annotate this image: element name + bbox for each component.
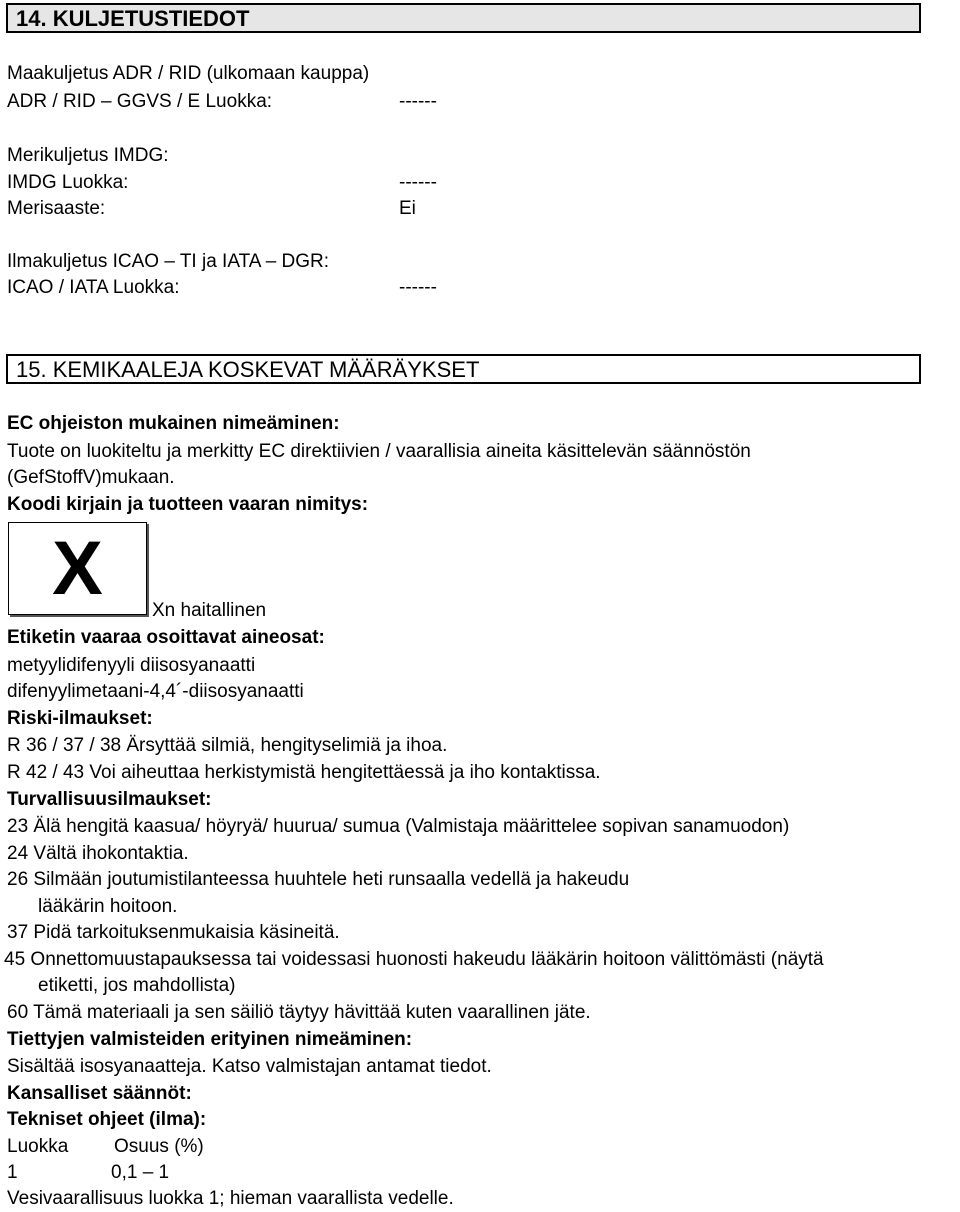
marine-pollutant-value: Ei [399,198,416,219]
road-class-value: ------ [399,91,437,112]
safety-phrase-26-line-1: 26 Silmään joutumistilanteessa huuhtele heti runsaalla vedellä ja hakeudu [7,869,630,890]
special-designation-heading: Tiettyjen valmisteiden erityinen nimeäminen: [7,1029,413,1050]
table-cell-class: 1 [7,1162,18,1183]
national-rules-heading: Kansalliset säännöt: [7,1083,192,1104]
ec-heading: EC ohjeiston mukainen nimeäminen: [7,413,340,434]
hazard-caption: Xn haitallinen [152,600,267,621]
safety-phrase-23: 23 Älä hengitä kaasua/ höyryä/ huurua/ sumua (Valmistaja määrittelee sopivan sanamuodon) [7,816,790,837]
hazard-symbol [8,522,147,615]
safety-phrase-37: 37 Pidä tarkoituksenmukaisia käsineitä. [7,922,340,943]
risk-phrase-1: R 36 / 37 / 38 Ärsyttää silmiä, hengityselimiä ja ihoa. [7,735,448,756]
section-14-header: 14. KULJETUSTIEDOT [6,3,921,33]
marine-pollutant-label: Merisaaste: [7,198,106,219]
table-cell-share: 0,1 – 1 [111,1162,170,1183]
ec-text-line-2: (GefStoffV)mukaan. [7,467,175,488]
hazard-x-icon: X [52,525,103,611]
risk-phrases-heading: Riski-ilmaukset: [7,708,153,729]
safety-phrases-heading: Turvallisuusilmaukset: [7,789,212,810]
substance-2: difenyylimetaani-4,4´-diisosyanaatti [7,681,304,702]
safety-phrase-26-line-2: lääkärin hoitoon. [38,896,178,917]
air-class-label: ICAO / IATA Luokka: [7,277,180,298]
safety-phrase-24: 24 Vältä ihokontaktia. [7,843,189,864]
substance-1: metyylidifenyyli diisosyanaatti [7,655,256,676]
table-header-share: Osuus (%) [114,1136,204,1157]
code-heading: Koodi kirjain ja tuotteen vaaran nimitys: [7,494,369,515]
safety-phrase-45-line-2: etiketti, jos mahdollista) [38,975,236,996]
label-substances-heading: Etiketin vaaraa osoittavat aineosat: [7,627,325,648]
road-class-label: ADR / RID – GGVS / E Luokka: [7,91,273,112]
road-transport-heading: Maakuljetus ADR / RID (ulkomaan kauppa) [7,63,370,84]
section-15-header: 15. KEMIKAALEJA KOSKEVAT MÄÄRÄYKSET [6,354,921,384]
technical-guidance-heading: Tekniset ohjeet (ilma): [7,1109,207,1130]
ec-text-line-1: Tuote on luokiteltu ja merkitty EC direktiivien / vaarallisia aineita käsittelevän säännöstön [7,441,751,462]
air-class-value: ------ [399,277,437,298]
imdg-class-label: IMDG Luokka: [7,172,129,193]
special-designation-text: Sisältää isosyanaatteja. Katso valmistajan antamat tiedot. [7,1056,492,1077]
water-hazard-text: Vesivaarallisuus luokka 1; hieman vaarallista vedelle. [7,1188,454,1209]
safety-phrase-45-line-1: 45 Onnettomuustapauksessa tai voidessasi huonosti hakeudu lääkärin hoitoon välittömästi (näytä [4,949,824,970]
imdg-class-value: ------ [399,172,437,193]
table-header-class: Luokka [7,1136,69,1157]
risk-phrase-2: R 42 / 43 Voi aiheuttaa herkistymistä hengitettäessä ja iho kontaktissa. [7,762,601,783]
safety-phrase-60: 60 Tämä materiaali ja sen säiliö täytyy hävittää kuten vaarallinen jäte. [7,1002,591,1023]
sea-transport-heading: Merikuljetus IMDG: [7,145,169,166]
air-transport-heading: Ilmakuljetus ICAO – TI ja IATA – DGR: [7,251,330,272]
